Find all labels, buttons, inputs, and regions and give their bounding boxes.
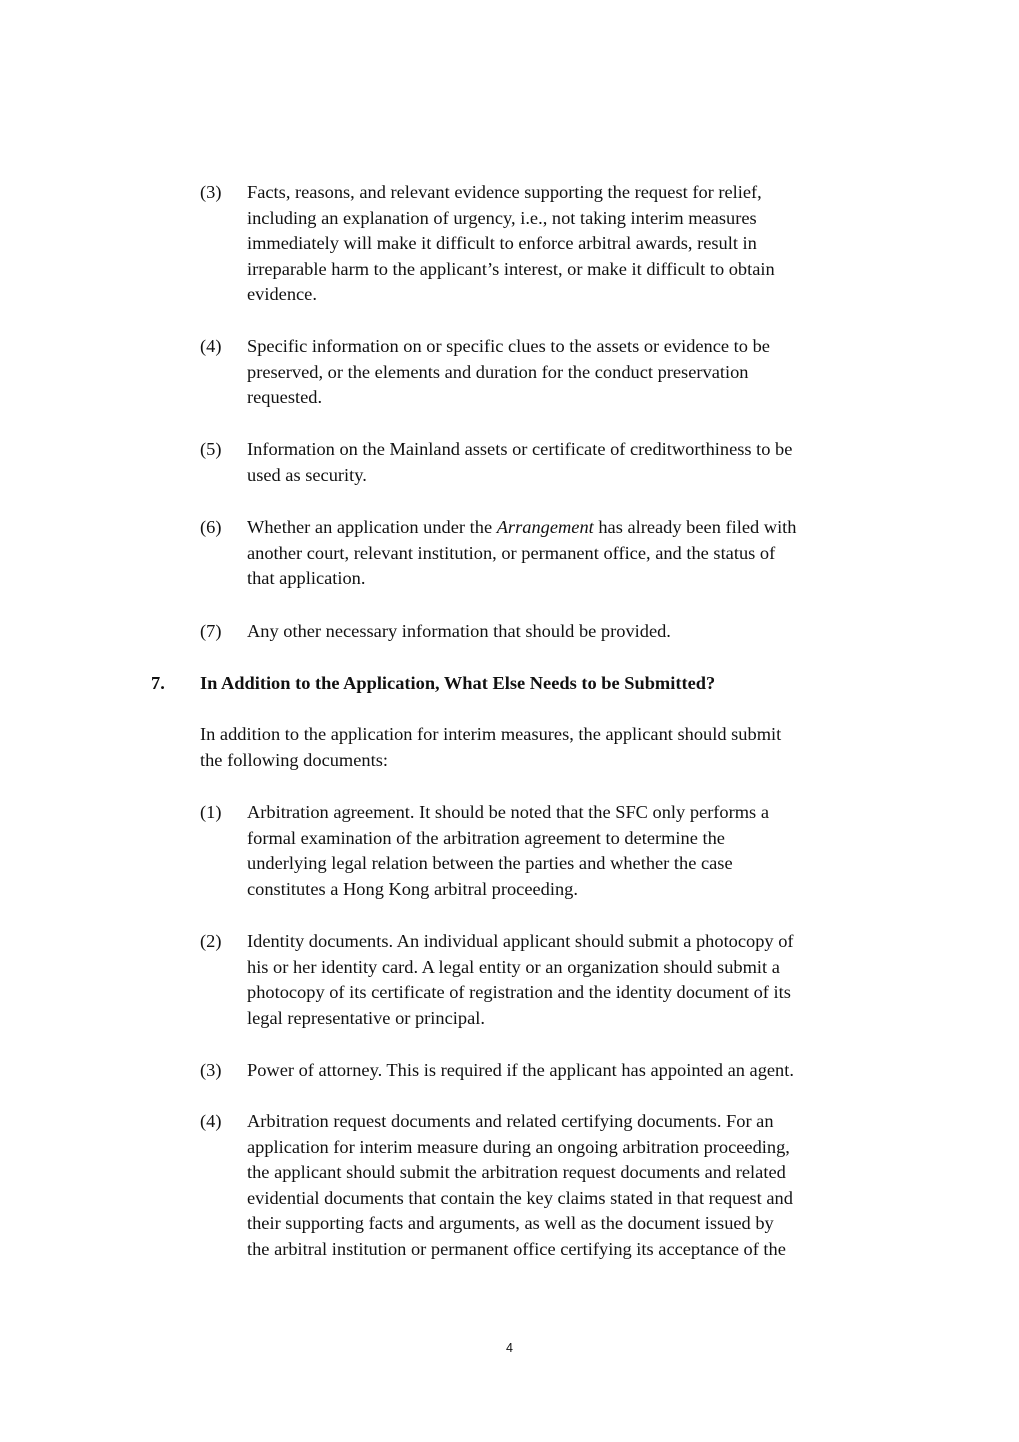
text-line: Identity documents. An individual applicant should submit a photocopy of xyxy=(247,931,794,951)
text-line: underlying legal relation between the parties and whether the case xyxy=(247,853,733,874)
list-item-text xyxy=(247,180,872,308)
list-item-number: (2) xyxy=(200,931,222,951)
list-item-text xyxy=(247,619,872,645)
text-line xyxy=(247,515,872,541)
list-item-text xyxy=(247,1109,872,1263)
text-line: Arbitration request documents and related certifying documents. For an xyxy=(247,1111,774,1131)
list-item-text xyxy=(247,929,872,1031)
text-line: including an explanation of urgency, i.e., not taking interim measures xyxy=(247,207,757,228)
list-item-text xyxy=(247,800,872,902)
text-line: immediately will make it difficult to enforce arbitral awards, result in xyxy=(247,233,757,254)
text-line: photocopy of its certificate of registration and the identity document of its xyxy=(247,982,791,1003)
page-number: 4 xyxy=(506,1341,513,1355)
text-line: Specific information on or specific clues to the assets or evidence to be xyxy=(247,336,770,356)
text-line: formal examination of the arbitration agreement to determine the xyxy=(247,827,725,848)
text-line: application for interim measure during an ongoing arbitration proceeding, xyxy=(247,1136,790,1157)
text-line: requested. xyxy=(247,387,323,408)
list-item-text xyxy=(247,437,872,488)
text-line: the following documents: xyxy=(200,749,388,770)
text-line: Power of attorney. This is required if the applicant has appointed an agent. xyxy=(247,1060,794,1080)
text-line: his or her identity card. A legal entity or an organization should submit a xyxy=(247,956,780,977)
list-item-number: (1) xyxy=(200,802,222,822)
text-line: Facts, reasons, and relevant evidence supporting the request for relief, xyxy=(247,182,762,202)
text-line: evidential documents that contain the key claims stated in that request and xyxy=(247,1187,793,1208)
text-line: the applicant should submit the arbitration request documents and related xyxy=(247,1162,786,1183)
text-segment: Whether an application under the xyxy=(247,517,497,537)
list-item-number: (7) xyxy=(200,621,222,641)
text-line: their supporting facts and arguments, as well as the document issued by xyxy=(247,1213,774,1234)
text-line: preserved, or the elements and duration for the conduct preservation xyxy=(247,361,749,382)
text-line: legal representative or principal. xyxy=(247,1007,485,1028)
list-item-number: (5) xyxy=(200,439,222,459)
section-intro xyxy=(200,722,872,773)
text-line: another court, relevant institution, or permanent office, and the status of xyxy=(247,542,776,563)
text-line: Information on the Mainland assets or certificate of creditworthiness to be xyxy=(247,439,793,459)
section-title: In Addition to the Application, What Else Needs to be Submitted? xyxy=(200,673,716,693)
text-line: the arbitral institution or permanent office certifying its acceptance of the xyxy=(247,1238,786,1259)
text-line: irreparable harm to the applicant’s interest, or make it difficult to obtain xyxy=(247,258,775,279)
list-item-number: (4) xyxy=(200,1111,222,1131)
text-line: Any other necessary information that should be provided. xyxy=(247,621,671,641)
list-item-text xyxy=(247,334,872,411)
text-line: Arbitration agreement. It should be noted that the SFC only performs a xyxy=(247,802,769,822)
list-item-number: (6) xyxy=(200,517,222,537)
list-item-text xyxy=(247,515,872,592)
list-item-number: (4) xyxy=(200,336,222,356)
list-item-number: (3) xyxy=(200,1060,222,1080)
text-line: evidence. xyxy=(247,284,317,305)
text-line: constitutes a Hong Kong arbitral proceeding. xyxy=(247,878,578,899)
italic-title: Arrangement xyxy=(496,517,594,537)
list-item-text xyxy=(247,1058,872,1084)
list-item-number: (3) xyxy=(200,182,222,202)
text-line: that application. xyxy=(247,568,366,589)
text-line: In addition to the application for interim measures, the applicant should submit xyxy=(200,724,782,744)
text-line: used as security. xyxy=(247,464,367,485)
text-segment: has already been filed with xyxy=(593,517,797,537)
section-number: 7. xyxy=(151,673,165,693)
